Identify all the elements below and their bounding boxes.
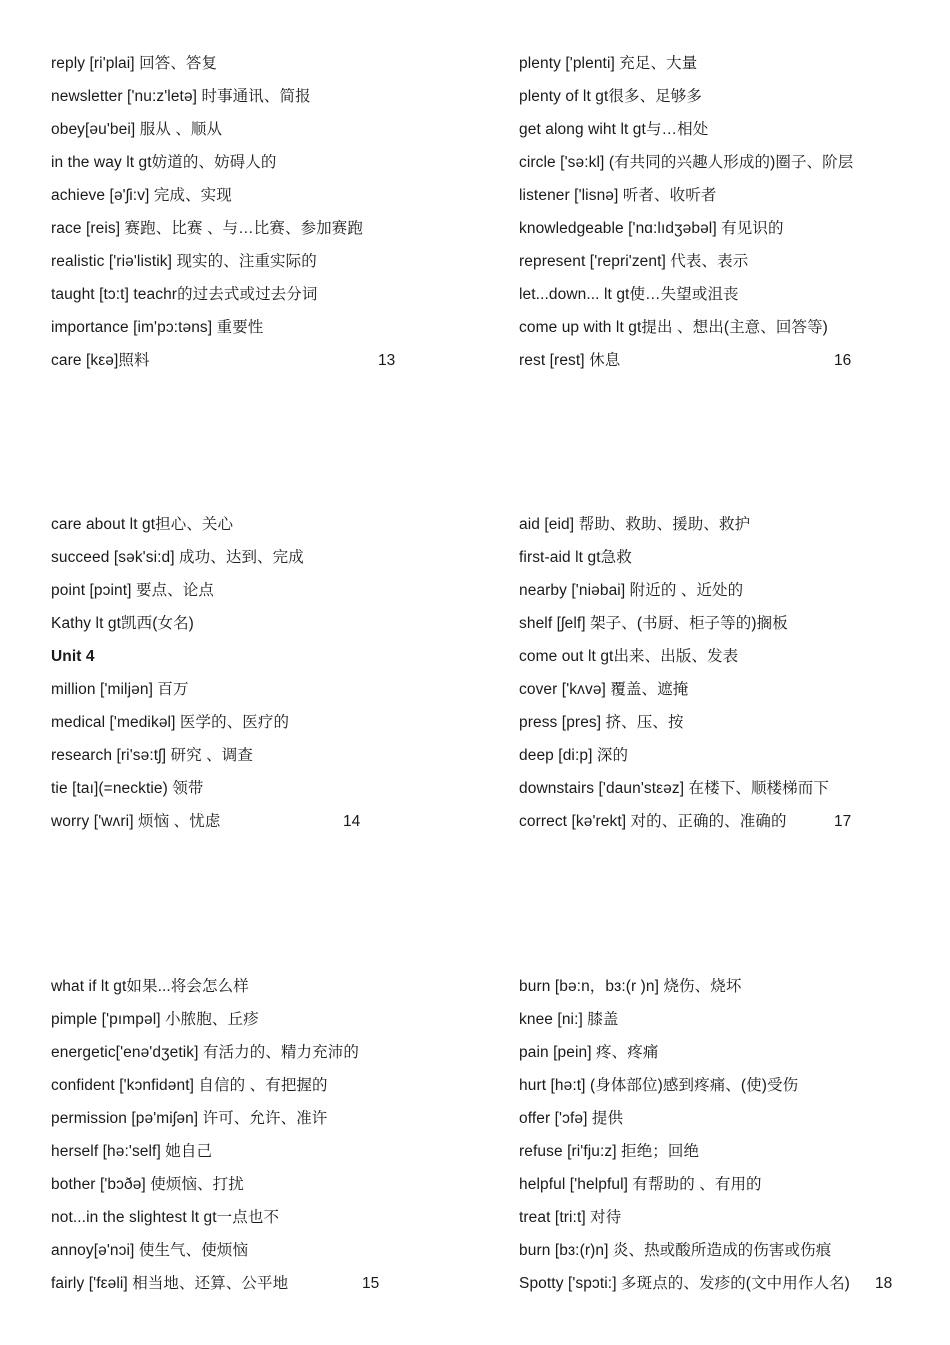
vocab-line: permission [pə'miʃən] 许可、允许、准许 [51, 1110, 328, 1127]
vocab-line: obey[əu'bei] 服从 、顺从 [51, 121, 223, 138]
vocab-block-page-16 [519, 53, 939, 373]
vocab-line: million ['miljən] 百万 [51, 681, 189, 698]
vocab-line: not...in the slightest lt gt一点也不 [51, 1209, 280, 1226]
vocab-line: get along wiht lt gt与…相处 [519, 121, 709, 138]
vocab-line: plenty ['plenti] 充足、大量 [519, 55, 698, 72]
vocab-line: correct [kə'rekt] 对的、正确的、准确的 [519, 813, 787, 830]
vocab-line: first-aid lt gt急救 [519, 549, 632, 566]
vocab-line: cover ['kʌvə] 覆盖、遮掩 [519, 681, 689, 698]
page-number: 13 [378, 352, 396, 369]
vocab-line: in the way lt gt妨道的、妨碍人的 [51, 154, 277, 171]
vocab-line: refuse [ri'fju:z] 拒绝；回绝 [519, 1143, 700, 1160]
vocab-line: pain [pein] 疼、疼痛 [519, 1044, 659, 1061]
vocab-line: let...down... lt gt使…失望或沮丧 [519, 286, 739, 303]
vocab-line: nearby ['niəbai] 附近的 、近处的 [519, 582, 744, 599]
vocab-line: plenty of lt gt很多、足够多 [519, 88, 702, 105]
vocab-line: offer ['ɔfə] 提供 [519, 1110, 624, 1127]
page-number: 16 [834, 352, 852, 369]
vocab-line: herself [hə:'self] 她自己 [51, 1143, 213, 1160]
vocab-line: rest [rest] 休息 [519, 352, 621, 369]
vocab-line: tie [taı](=necktie) 领带 [51, 780, 204, 797]
vocab-block-page-14 [51, 514, 471, 834]
page-number: 17 [834, 813, 852, 830]
vocab-line: aid [eid] 帮助、救助、援助、救护 [519, 516, 751, 533]
vocab-line: burn [bɜ:(r)n] 炎、热或酸所造成的伤害或伤痕 [519, 1242, 832, 1259]
vocab-line: represent ['repri'zent] 代表、表示 [519, 253, 749, 270]
vocab-line: what if lt gt如果...将会怎么样 [51, 978, 249, 995]
vocab-line: burn [bə:n，bɜ:(r )n] 烧伤、烧坏 [519, 978, 742, 995]
vocab-line: reply [ri'plai] 回答、答复 [51, 55, 218, 72]
page-number: 15 [362, 1275, 380, 1292]
vocab-line: knee [ni:] 膝盖 [519, 1011, 619, 1028]
unit-heading: Unit 4 [51, 648, 95, 665]
vocab-line: achieve [ə'ʃi:v] 完成、实现 [51, 187, 232, 204]
vocab-line: confident ['kɔnfidənt] 自信的 、有把握的 [51, 1077, 328, 1094]
vocab-line: succeed [sək'si:d] 成功、达到、完成 [51, 549, 304, 566]
vocab-line: shelf [ʃelf] 架子、(书厨、柜子等的)搁板 [519, 615, 788, 632]
vocab-line: annoy[ə'nɔi] 使生气、使烦恼 [51, 1242, 249, 1259]
vocab-block-page-17 [519, 514, 939, 834]
page-number: 14 [343, 813, 361, 830]
vocab-line: press [pres] 挤、压、按 [519, 714, 684, 731]
vocab-line: race [reis] 赛跑、比赛 、与…比赛、参加赛跑 [51, 220, 363, 237]
vocab-line: newsletter ['nu:z'letə] 时事通讯、简报 [51, 88, 311, 105]
vocab-line: worry ['wʌri] 烦恼 、忧虑 [51, 813, 221, 830]
vocab-line: pimple ['pımpəl] 小脓胞、丘疹 [51, 1011, 259, 1028]
vocab-block-page-18 [519, 976, 939, 1296]
vocab-line: fairly ['fεəli] 相当地、还算、公平地 [51, 1275, 289, 1292]
vocab-line: importance [im'pɔ:təns] 重要性 [51, 319, 264, 336]
vocab-line: treat [tri:t] 对待 [519, 1209, 622, 1226]
vocab-line: research [ri'sə:tʃ] 研究 、调查 [51, 747, 253, 764]
vocab-line: medical ['medikəl] 医学的、医疗的 [51, 714, 290, 731]
vocab-line: energetic['enə'dʒetik] 有活力的、精力充沛的 [51, 1044, 359, 1061]
vocab-line: bother ['bɔðə] 使烦恼、打扰 [51, 1176, 244, 1193]
vocab-block-page-15 [51, 976, 471, 1296]
vocab-line: knowledgeable ['nɑ:lıdʒəbəl] 有见识的 [519, 220, 784, 237]
vocab-line: helpful ['helpful] 有帮助的 、有用的 [519, 1176, 762, 1193]
vocab-line: come up with lt gt提出 、想出(主意、回答等) [519, 319, 828, 336]
vocab-line: listener ['lisnə] 听者、收听者 [519, 187, 717, 204]
vocab-line: circle ['sə:kl] (有共同的兴趣人形成的)圈子、阶层 [519, 154, 854, 171]
vocab-line: realistic ['riə'listik] 现实的、注重实际的 [51, 253, 317, 270]
vocab-line: deep [di:p] 深的 [519, 747, 629, 764]
vocab-line: taught [tɔ:t] teachr的过去式或过去分词 [51, 286, 318, 303]
vocab-line: point [pɔint] 要点、论点 [51, 582, 214, 599]
vocab-line: care about lt gt担心、关心 [51, 516, 234, 533]
vocab-line: Spotty ['spɔti:] 多斑点的、发疹的(文中用作人名) [519, 1275, 850, 1292]
vocab-line: downstairs ['daun'stεəz] 在楼下、顺楼梯而下 [519, 780, 829, 797]
vocab-block-page-13 [51, 53, 471, 373]
vocab-line: come out lt gt出来、出版、发表 [519, 648, 739, 665]
vocab-line: hurt [hə:t] (身体部位)感到疼痛、(使)受伤 [519, 1077, 799, 1094]
vocab-line: care [kεə]照料 [51, 352, 150, 369]
page-number: 18 [875, 1275, 893, 1292]
vocab-line: Kathy lt gt凯西(女名) [51, 615, 194, 632]
